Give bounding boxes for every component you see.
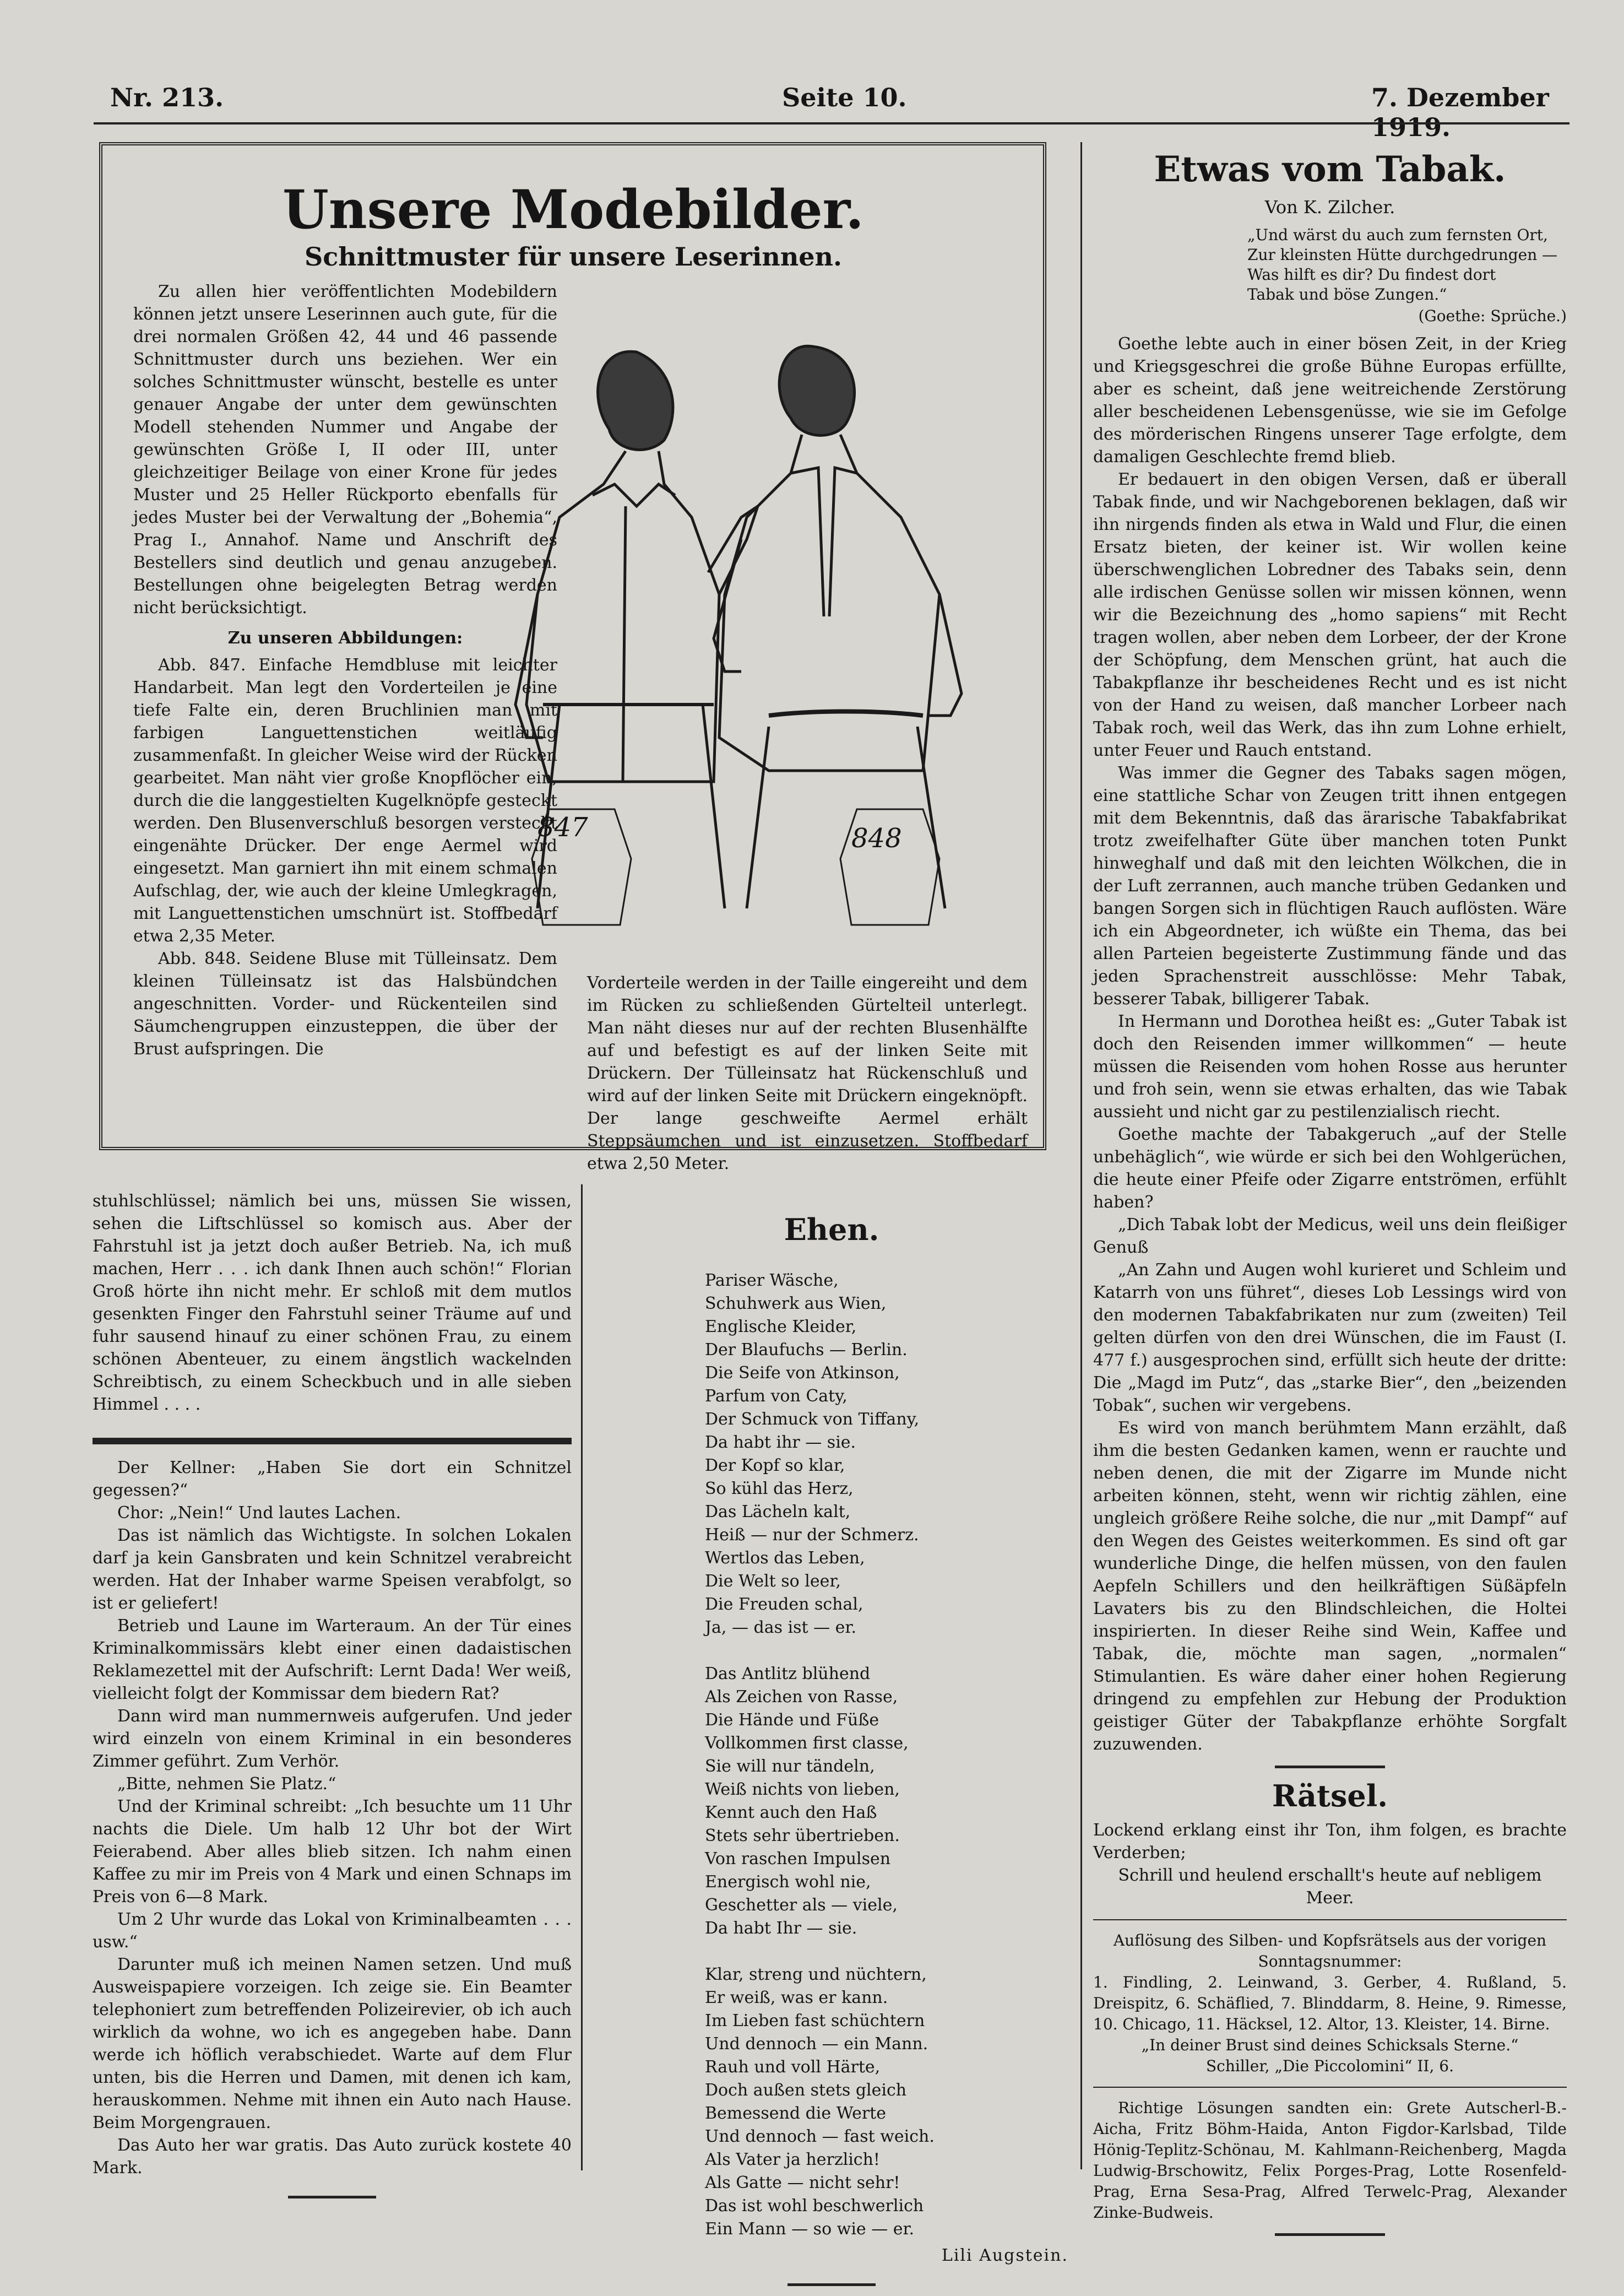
story-paragraph: Und der Kriminal schreibt: „Ich besuchte um 11 Uhr nachts die Diele. Um halb 12 Uhr bot der Wirt Feierabend. Aber alles blieb sitzen. Ich nahm einen Kaffee zu mir im Preis von 4 Mark und einen Schnaps im Preis von 6—8 Mark. (93, 1797, 572, 1907)
solution-text: 1. Findling, 2. Leinwand, 3. Gerber, 4. Rußland, 5. Dreispitz, 6. Schäflied, 7. Blinddarm, 8. Heine, 9. Rimesse, 10. Chicago, 11. Häcksel, 12. Altor, 13. Kleister, 14. Birne. (1093, 1973, 1567, 2033)
poem-column (595, 1190, 1068, 2296)
solvers-text: Richtige Lösungen sandten ein: Grete Autscherl-B.-Aicha, Fritz Böhm-Haida, Anton Figdor-Karlsbad, Tilde Hönig-Teplitz-Schönau, M. Kahlmann-Reichenberg, Magda Ludwig-Brschowitz, Felix Porges-Prag, Lotte Rosenfeld-Prag, Erna Sesa-Prag, Alfred Terwelc-Prag, Alexander Zinke-Budweis. (1093, 2099, 1567, 2222)
fashion-box (99, 142, 1046, 1173)
motto-line: Zur kleinsten Hütte durchgedrungen — (1247, 246, 1558, 264)
raetsel-line-2: Schrill und heulend erschallt's heute auf nebligem Meer. (1118, 1866, 1542, 1908)
page-number: Seite 10. (782, 83, 907, 112)
poem-line: Die Seife von Atkinson, (705, 1363, 900, 1383)
poem-line: Im Lieben fast schüchtern (705, 2011, 925, 2030)
poem-line: Weiß nichts von lieben, (705, 1780, 900, 1799)
poem-line: Da habt Ihr — sie. (705, 1919, 857, 1938)
solvers-rule (1093, 2087, 1567, 2088)
tabak-end-rule (1275, 1766, 1385, 1768)
figure-848-label: 848 (851, 823, 902, 854)
poem-line: So kühl das Herz, (705, 1479, 854, 1498)
motto-source: (Goethe: Sprüche.) (1418, 307, 1567, 325)
poem-line: Der Blaufuchs — Berlin. (705, 1340, 908, 1360)
solution-quote-source: Schiller, „Die Piccolomini“ II, 6. (1206, 2057, 1454, 2075)
poem-author: Lili Augstein. (941, 2246, 1068, 2265)
story-paragraph: Darunter muß ich meinen Namen setzen. Und muß Ausweispapiere vorzeigen. Ich zeige sie. Ein Beamter telephoniert zum betreffenden Polizeirevier, ob ich auch wirklich da wohne, wo ich es angegeben habe. Dann werde ich höflich verabschiedet. Warte auf dem Flur unten, bis die Herren und Damen, mit denen ich kam, herauskommen. Nehme mit ihnen ein Auto nach Hause. Beim Morgengrauen. (93, 1955, 572, 2132)
story-thick-rule (93, 1438, 572, 1444)
poem-title: Ehen. (784, 1212, 879, 1247)
abbildungen-heading: Zu unseren Abbildungen: (227, 629, 463, 648)
poem-lines (705, 1269, 1068, 2241)
tabak-paragraph: „An Zahn und Augen wohl kurieret und Schleim und Katarrh von uns führet“, dieses Lob Lessings wird von den modernen Tabakfabrikaten nur zum (zweiten) Teil gelten dürfen von den drei Wünschen, die im Faust (I. 477 f.) ausgesprochen sind, erfüllt sich heute der dritte: Die „Magd im Putz“, das „starke Bier“, den „beizenden Tobak“, suchen wir vergebens. (1093, 1260, 1567, 1415)
poem-line: Englische Kleider, (705, 1317, 857, 1336)
poem-line: Der Schmuck von Tiffany, (705, 1410, 920, 1429)
poem-line: Sie will nur tändeln, (705, 1757, 875, 1776)
fashion-subtitle: Schnittmuster für unsere Leserinnen. (304, 242, 843, 272)
poem-line: Schuhwerk aus Wien, (705, 1294, 887, 1313)
poem-line: Rauh und voll Härte, (705, 2057, 881, 2077)
tabak-motto (1247, 225, 1567, 305)
motto-line: Was hilft es dir? Du findest dort (1247, 266, 1496, 284)
poem-line: Bemessend die Werte (705, 2104, 886, 2123)
poem-line: Die Welt so leer, (705, 1572, 841, 1591)
poem-line: Er weiß, was er kann. (705, 1988, 888, 2007)
poem-line: Ja, — das ist — er. (705, 1618, 856, 1637)
tabak-paragraph: Es wird von manch berühmtem Mann erzählt, daß ihm die besten Gedanken kamen, wenn er rauchte und neben denen, die mit der Zigarre im Munde nicht arbeiten können, steht, wenn wir richtig zählen, eine ungleich größere Reihe solche, die nur „mit Dampf“ auf den Wegen des Geistes weiterkommen. Es sind oft gar wunderliche Dinge, die helfen müssen, von den faulen Aepfeln Schillers und den heilkräftigen Süßäpfeln Lavaters bis zu den Blindschleichen, die Holtei inspirierten. In dieser Reihe sind Wein, Kaffee und Tabak, die, möchte man sagen, „normalen“ Stimulantien. Es wäre daher einer hohen Regierung dringend zu empfehlen zur Hebung der Produktion geistiger Güter der Tabakpflanze erhöhte Sorgfalt zuzuwenden. (1093, 1418, 1567, 1754)
abb-848-continued: Vorderteile werden in der Taille eingereiht und dem im Rücken zu schließenden Gürtelteil unterlegt. Man näht dieses nur auf der rechten Blusenhälfte auf und befestigt es auf der linken Seite mit Drückern. Der Tülleinsatz hat Rückenschluß und wird auf der linken Seite mit Drückern eingeknöpft. Der lange geschweifte Aermel erhält Steppsäumchen und ist einzusetzen. Stoffbedarf etwa 2,50 Meter. (587, 973, 1028, 1173)
raetsel-line-1: Lockend erklang einst ihr Ton, ihm folgen, es brachte Verderben; (1093, 1821, 1567, 1862)
issue-date: 7. Dezember 1919. (1371, 83, 1549, 142)
poem-line: Ein Mann — so wie — er. (705, 2219, 915, 2239)
poem-line: Geschetter als — viele, (705, 1896, 898, 1915)
story-paragraph: Um 2 Uhr wurde das Lokal von Kriminalbeamten . . . usw.“ (93, 1910, 572, 1952)
header-rule (94, 122, 1569, 124)
tabak-paragraph: Goethe lebte auch in einer bösen Zeit, in der Krieg und Kriegsgeschrei die große Bühne Europas erfüllte, aber es scheint, daß jene weitreichende Zerstörung aller bescheidenen Lebensgenüsse, wie sie im Gefolge des mörderischen Ringens unserer Tage erfolgte, dem damaligen Geschlechte fremd blieb. (1093, 334, 1567, 467)
story-paragraph: Chor: „Nein!“ Und lautes Lachen. (117, 1503, 401, 1523)
motto-line: Tabak und böse Zungen.“ (1247, 285, 1447, 304)
poem-line: Stets sehr übertrieben. (705, 1826, 900, 1845)
solution-heading: Auflösung des Silben- und Kopfsrätsels aus der vorigen Sonntagsnummer: (1113, 1931, 1547, 1970)
poem-line: Da habt ihr — sie. (705, 1433, 856, 1452)
story-paragraph: Das Auto her war gratis. Das Auto zurück kostete 40 Mark. (93, 2136, 572, 2178)
poem-line: Als Zeichen von Rasse, (705, 1687, 898, 1707)
story-paragraph: Betrieb und Laune im Warteraum. An der Tür eines Kriminalkommissärs klebt einer einen dadaistischen Reklamezettel mit der Aufschrift: Lernt Dada! Wer weiß, vielleicht folgt der Kommissar dem biedern Rat? (93, 1616, 572, 1703)
tabak-paragraph: „Dich Tabak lobt der Medicus, weil uns dein fleißiger Genuß (1093, 1215, 1567, 1257)
abb-847-text: Abb. 847. Einfache Hemdbluse mit leichter Handarbeit. Man legt den Vorderteilen je eine tiefe Falte ein, deren Bruchlinien man mit farbigen Languettenstichen weitläufig zusammenfaßt. In gleicher Weise wird der Rücken gearbeitet. Man näht vier große Knopflöcher ein, durch die die langgestielten Kugelknöpfe gesteckt werden. Den Blusenverschluß besorgen versteckt eingenähte Drücker. Der enge Aermel wird eingesetzt. Man garniert ihn mit einem schmalen Aufschlag, der, wie auch der kleine Umlegkragen, mit Languettenstichen umschnürt ist. Stoffbedarf etwa 2,35 Meter. (133, 656, 557, 946)
story-top-text: stuhlschlüssel; nämlich bei uns, müssen Sie wissen, sehen die Liftschlüssel so komisch aus. Aber der Fahrstuhl ist ja jetzt doch außer Betrieb. Na, ich muß machen, Herr . . . ich dank Ihnen auch schön!“ Florian Groß hörte ihn nicht mehr. Er schloß mit dem mutlos gesenkten Finger den Fahrstuhl seiner Träume auf und fuhr sausend hinauf zu einer schönen Frau, zu einem schönen Abenteuer, zu einem ängstlich wackelnden Schreibtisch, zu einem Scheckbuch und in alle sieben Himmel . . . . (93, 1192, 572, 1414)
tabak-paragraph: Er bedauert in den obigen Versen, daß er überall Tabak finde, und wir Nachgeborenen beklagen, daß wir ihn nirgends finden als etwa in Wald und Flur, die einen Ersatz bieten, der keiner ist. Wir wollen keine überschwenglichen Lobredner des Tabaks sein, denn alle irdischen Genüsse sollen wir missen können, wenn wir die Bezeichnung des „homo sapiens“ mit Recht tragen wollen, aber neben dem Lorbeer, der der Krone der Schöpfung, dem Menschen grünt, hat auch die Tabakpflanze ihr bescheidenes Recht und es ist nicht von der Hand zu weisen, daß mancher Lorbeer nach Tabak roch, weil das Werk, das ihn zum Lohne erhielt, unter Feuer und Rauch entstand. (1093, 470, 1567, 760)
story-paragraph: „Bitte, nehmen Sie Platz.“ (117, 1774, 336, 1794)
poem-line: Doch außen stets gleich (705, 2081, 907, 2100)
story-column (93, 1190, 572, 2208)
poem-line: Und dennoch — fast weich. (705, 2127, 935, 2146)
poem-line: Und dennoch — ein Mann. (705, 2034, 928, 2054)
story-end-rule (288, 2196, 376, 2198)
story-paragraph: Dann wird man nummernweis aufgerufen. Und jeder wird einzeln von einem Kriminal in ein besonderes Zimmer geführt. Zum Verhör. (93, 1707, 572, 1771)
poem-end-rule (787, 2283, 876, 2286)
column-divider-right (1080, 142, 1082, 2169)
tabak-title: Etwas vom Tabak. (1154, 149, 1506, 190)
abb-848-text: Abb. 848. Seidene Bluse mit Tülleinsatz. Dem kleinen Tülleinsatz ist das Halsbündchen angeschnitten. Vorder- und Rückenteilen sind Säumchengruppen einzusteppen, die über der Brust aufspringen. Die (133, 949, 557, 1059)
poem-stanza-gap (705, 1639, 1068, 1663)
poem-line: Das ist wohl beschwerlich (705, 2196, 924, 2216)
tabak-author: Von K. Zilcher. (1264, 197, 1395, 218)
poem-line: Die Hände und Füße (705, 1710, 879, 1730)
raetsel-title: Rätsel. (1272, 1778, 1388, 1813)
story-paragraph: Der Kellner: „Haben Sie dort ein Schnitzel gegessen?“ (93, 1458, 572, 1500)
poem-line: Kennt auch den Haß (705, 1803, 877, 1822)
poem-line: Vollkommen first classe, (705, 1734, 909, 1753)
tabak-article (1093, 149, 1567, 2246)
poem-line: Von raschen Impulsen (705, 1849, 891, 1869)
column-divider-left (581, 1184, 583, 2170)
poem-line: Das Lächeln kalt, (705, 1502, 851, 1521)
poem-line: Das Antlitz blühend (705, 1664, 871, 1683)
poem-line: Klar, streng und nüchtern, (705, 1965, 927, 1984)
raetsel-rule (1093, 1919, 1567, 1920)
poem-stanza-gap (705, 1940, 1068, 1963)
poem-line: Pariser Wäsche, (705, 1271, 839, 1290)
tabak-paragraph: Was immer die Gegner des Tabaks sagen mögen, eine stattliche Schar von Zeugen tritt ihnen entgegen mit dem Bekenntnis, daß das ärarische Tabakfabrikat trotz zweifelhafter Güte über manchen toten Punkt hinweghalf und daß mit den leichten Wölkchen, die in der Luft zerrannen, auch manche trüben Gedanken und bangen Sorgen sich in flüchtigen Rauch auflösten. Wäre ich ein Abgeordneter, ich wüßte ein Thema, das bei allen Parteien begeisterte Zustimmung fände und das jeden Sprachenstreit ausschlösse: Mehr Tabak, besserer Tabak, billigerer Tabak. (1093, 763, 1567, 1009)
poem-line: Wertlos das Leben, (705, 1548, 865, 1568)
fashion-title: Unsere Modebilder. (283, 178, 864, 241)
tabak-paragraph: Goethe machte der Tabakgeruch „auf der Stelle unbehäglich“, wie würde er sich bei den Wohlgerüchen, die heute einer Pfeife oder Zigarre entströmen, erfühlt haben? (1093, 1125, 1567, 1212)
poem-line: Als Gatte — nicht sehr! (705, 2173, 900, 2192)
fashion-intro: Zu allen hier veröffentlichten Modebildern können jetzt unsere Leserinnen auch gute, für die drei normalen Größen 42, 44 und 46 passende Schnittmuster durch uns beziehen. Wer ein solches Schnittmuster wünscht, bestelle es unter genauer Angabe der unter dem gewünschten Modell stehenden Nummer und Angabe der gewünschten Größe I, II oder III, unter gleichzeitiger Beilage von einer Krone für jedes Muster und 25 Heller Rückporto ebenfalls für jedes Muster bei der Verwaltung der „Bohemia“, Prag I., Annahof. Name und Anschrift des Bestellers sind deutlich und genau anzugeben. Bestellungen ohne beigelegten Betrag werden nicht berücksichtigt. (133, 282, 557, 618)
story-paragraph: Das ist nämlich das Wichtigste. In solchen Lokalen darf ja kein Gansbraten und kein Schnitzel verabreicht werden. Hat der Inhaber warme Speisen verabfolgt, so ist er geliefert! (93, 1526, 572, 1613)
issue-number: Nr. 213. (110, 83, 224, 112)
raetsel-end-rule (1275, 2233, 1385, 2236)
figure-847-label: 847 (537, 812, 588, 843)
poem-line: Die Freuden schal, (705, 1595, 863, 1614)
motto-line: „Und wärst du auch zum fernsten Ort, (1247, 226, 1548, 244)
abb-848-continued-column (587, 972, 1028, 1175)
poem-line: Als Vater ja herzlich! (705, 2150, 880, 2169)
tabak-paragraph: In Hermann und Dorothea heißt es: „Guter Tabak ist doch den Reisenden immer willkommen“ — heute müssen die Reisenden vom hohen Rosse aus herunter und froh sein, wenn sie etwas erhalten, das wie Tabak aussieht und nicht gar zu pestilenzialisch riecht. (1093, 1012, 1567, 1122)
poem-line: Parfum von Caty, (705, 1387, 848, 1406)
poem-line: Heiß — nur der Schmerz. (705, 1525, 919, 1545)
poem-line: Der Kopf so klar, (705, 1456, 845, 1475)
poem-line: Energisch wohl nie, (705, 1872, 871, 1892)
solution-quote: „In deiner Brust sind deines Schicksals Sterne.“ (1141, 2036, 1519, 2054)
